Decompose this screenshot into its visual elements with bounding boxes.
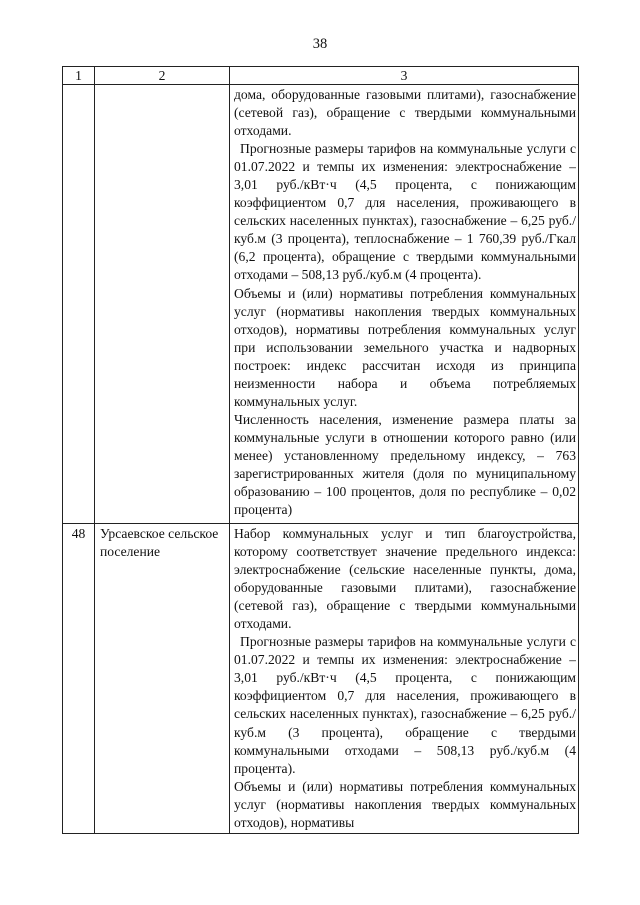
description-cell (230, 85, 579, 524)
paragraph-volumes: Объемы и (или) нормативы потребления коммунальных услуг (нормативы накопления твердых коммунальных отходов), нормативы потребления коммунальных услуг при использовании земельного участка и надворных построек: индекс рассчитан исходя из принципа неизменности набора и объема потребляемых коммунальных услуг. (234, 285, 576, 409)
table-header-row (63, 67, 579, 85)
paragraph-tariffs: Прогнозные размеры тарифов на коммунальные услуги с 01.07.2022 и темпы их изменения: электроснабжение – 3,01 руб./кВт·ч (4,5 процента, с понижающим коэффициентом 0,7 для населения, проживающего в сельских населенных пунктах), газоснабжение – 6,25 руб./куб.м (3 процента), теплоснабжение – 1 760,39 руб./Гкал (6,2 процента), обращение с твердыми коммунальными отходами – 508,13 руб./куб.м (4 процента). (234, 141, 576, 283)
description-cell (230, 524, 579, 834)
paragraph-tariffs: Прогнозные размеры тарифов на коммунальные услуги с 01.07.2022 и темпы их изменения: электроснабжение – 3,01 руб./кВт·ч (4,5 процента, с понижающим коэффициентом 0,7 для населения, проживающего в сельских населенных пунктах), газоснабжение – 6,25 руб./куб.м (3 процента), обращение с твердыми коммунальными отходами – 508,13 руб./куб.м (4 процента). (234, 634, 576, 776)
paragraph-services: Набор коммунальных услуг и тип благоустройства, которому соответствует значение предельного индекса: электроснабжение (сельские населенные пункты, дома, оборудованные газовыми плитами), газоснабжение (сетевой газ), обращение с твердыми коммунальными отходами. (234, 526, 576, 632)
municipal-index-table (62, 66, 579, 834)
page-number: 38 (312, 36, 328, 52)
column-header-1: 1 (63, 67, 95, 85)
row-number: 48 (63, 524, 95, 834)
row-number (63, 85, 95, 524)
settlement-name: Урсаевское сельское поселение (95, 524, 230, 834)
table-row (63, 524, 579, 834)
table-row (63, 85, 579, 524)
column-header-2: 2 (95, 67, 230, 85)
paragraph-services-continued: дома, оборудованные газовыми плитами), газоснабжение (сетевой газ), обращение с твердыми коммунальными отходами. (234, 87, 576, 139)
paragraph-population: Численность населения, изменение размера платы за коммунальные услуги в отношении которого равно (или менее) установленному предельному индексу, – 763 зарегистрированных жителя (доля по муниципальному образованию – 100 процентов, доля по республике – 0,02 процента) (234, 411, 576, 518)
column-header-3: 3 (230, 67, 579, 85)
paragraph-volumes: Объемы и (или) нормативы потребления коммунальных услуг (нормативы накопления твердых коммунальных отходов), нормативы (234, 778, 576, 830)
settlement-name (95, 85, 230, 524)
